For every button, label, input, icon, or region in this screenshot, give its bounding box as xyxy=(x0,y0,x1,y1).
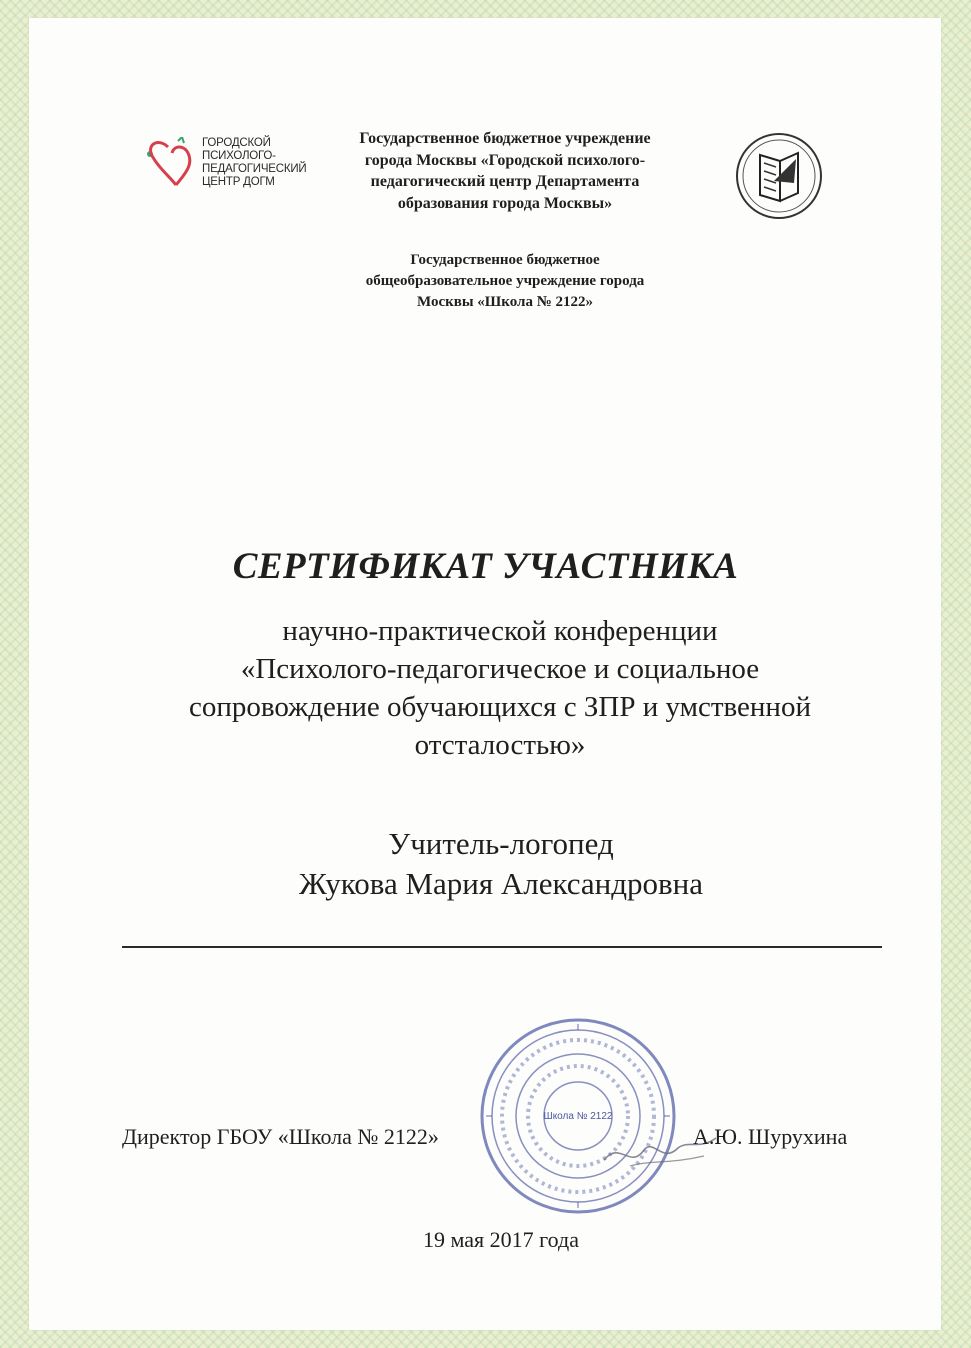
org1-line-2: города Москвы «Городской психолого- xyxy=(364,151,646,169)
certificate-title: СЕРТИФИКАТ УЧАСТНИКА xyxy=(232,546,739,587)
official-stamp xyxy=(478,1016,678,1216)
org1-line-1: Государственное бюджетное учреждение xyxy=(359,130,651,147)
org2-header xyxy=(300,250,710,313)
stamp-center-text: Школа № 2122 xyxy=(543,1111,613,1122)
director-name: А.Ю. Шурухина xyxy=(693,1124,848,1149)
conference-description xyxy=(130,612,870,764)
divider-line xyxy=(122,946,882,948)
logo-line-1: ГОРОДСКОЙ xyxy=(202,137,271,149)
org1-header xyxy=(310,128,700,214)
conference-line-3: сопровождение обучающихся с ЗПР и умственной xyxy=(189,691,811,723)
certificate-date: 19 мая 2017 года xyxy=(423,1227,579,1252)
org2-line-3: Москвы «Школа № 2122» xyxy=(416,294,594,310)
recipient-role: Учитель-логопед xyxy=(388,826,614,861)
director-title: Директор ГБОУ «Школа № 2122» xyxy=(122,1124,439,1149)
heart-logo-icon xyxy=(140,137,200,199)
recipient-name: Жукова Мария Александровна xyxy=(298,866,704,901)
org1-line-3: педагогический центр Департамента xyxy=(370,173,640,190)
book-emblem-icon xyxy=(734,131,824,221)
conference-line-2: «Психолого-педагогическое и социальное xyxy=(240,653,760,685)
psych-center-logo xyxy=(140,137,320,199)
logo-line-4: ЦЕНТР ДОГМ xyxy=(202,176,275,188)
org1-line-4: образования города Москвы» xyxy=(397,194,613,212)
org2-line-1: Государственное бюджетное xyxy=(410,252,600,268)
logo-line-2: ПСИХОЛОГО- xyxy=(202,150,276,162)
conference-line-4: отсталостью» xyxy=(414,729,586,761)
org2-line-2: общеобразовательное учреждение города xyxy=(365,273,645,289)
conference-line-1: научно-практической конференции xyxy=(282,615,718,647)
school-emblem xyxy=(734,131,824,221)
logo-line-3: ПЕДАГОГИЧЕСКИЙ xyxy=(202,163,307,175)
